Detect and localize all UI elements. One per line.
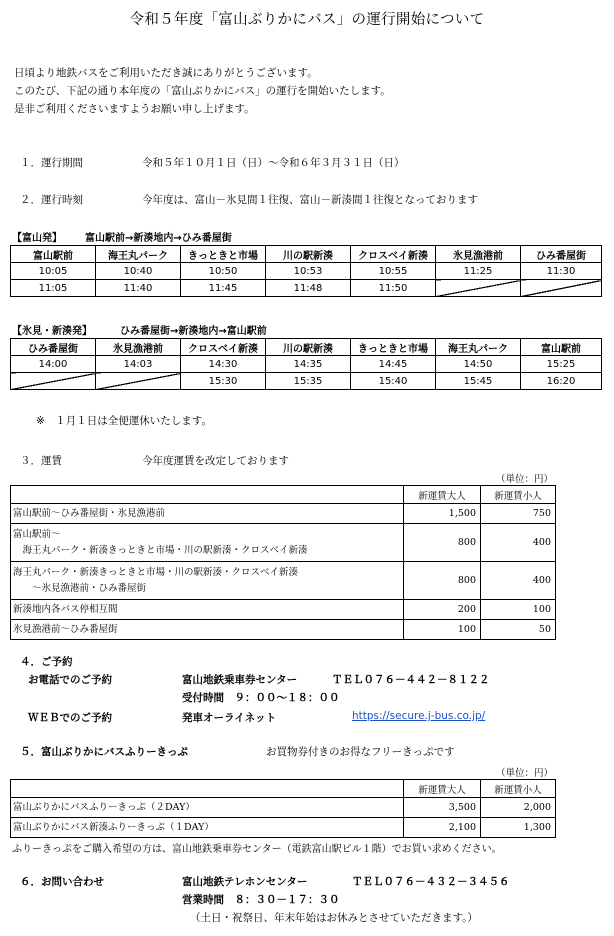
phone-reservation-label: お電話でのご予約 [28,674,112,686]
child-fare: 400 [481,524,556,562]
timetable-2-route: ひみ番屋街→新湊地内→富山駅前 [120,326,267,337]
free-pass-row [11,798,556,818]
stop-header: クロスベイ新湊 [351,246,436,263]
stop-header: きっときと市場 [181,246,266,263]
ticket-center-hours: 受付時間 ９：００～１８：００ [182,692,340,704]
intro-line: 是非ご利用くださいますようお願い申し上げます。 [14,103,255,115]
time-cell: 11:45 [181,280,266,297]
route-cell [11,620,404,640]
free-pass-label: ５．富山ぶりかにバスふりーきっぷ [20,746,188,758]
stop-header: クロスベイ新湊 [181,339,266,356]
route-cell [11,600,404,620]
route-line: 氷見漁港前～ひみ番屋街 [13,623,118,635]
intro-text [14,64,574,118]
fare-desc: 今年度運賃を改定しております [142,455,289,467]
timetable-header-row [11,246,602,263]
fare-table [10,485,556,640]
timetable-row [11,263,602,280]
web-service-name: 発車オーライネット [182,712,277,724]
fare-row [11,504,556,524]
time-cell: 11:25 [436,263,521,280]
timetable-2-direction: 【氷見・新湊発】 [12,326,92,337]
stop-header: 海王丸パーク [96,246,181,263]
child-fare: 100 [481,600,556,620]
ticket-name: 富山ぶりかにバスふりーきっぷ（２DAY） [11,798,404,818]
free-pass-header-row [11,780,556,798]
intro-line: 日頃より地鉄バスをご利用いただき誠にありがとうございます。 [14,67,318,79]
child-fare: 750 [481,504,556,524]
stop-header: きっときと市場 [351,339,436,356]
timetable-row [11,280,602,297]
stop-header: 富山駅前 [521,339,602,356]
time-cell: 11:50 [351,280,436,297]
page-title: 令和５年度「富山ぶりかにバス」の運行開始について [129,12,485,28]
stop-header: 富山駅前 [11,246,96,263]
contact-center-name: 富山地鉄テレホンセンター [182,876,308,888]
adult-fare: 800 [404,524,481,562]
fare-row [11,562,556,600]
schedule-label: ２．運行時刻 [20,194,83,206]
stop-header: 川の駅新湊 [266,339,351,356]
adult-header: 新運賃大人 [404,486,481,504]
time-cell: 14:50 [436,356,521,373]
intro-line: このたび、下記の通り本年度の「富山ぶりかにバス」の運行を開始いたします。 [14,85,391,97]
no-service-cell [96,373,181,390]
child-price: 1,300 [481,818,556,838]
time-cell: 11:40 [96,280,181,297]
time-cell: 14:45 [351,356,436,373]
stop-header: ひみ番屋街 [521,246,602,263]
timetable-row [11,356,602,373]
adult-price: 3,500 [404,798,481,818]
free-pass-table [10,779,556,838]
no-service-cell [521,280,602,297]
time-cell: 11:30 [521,263,602,280]
time-cell: 16:20 [521,373,602,390]
timetable-row [11,373,602,390]
free-pass-unit: （単位：円） [496,768,554,779]
route-cell [11,562,404,600]
time-cell: 15:30 [181,373,266,390]
route-line: 富山駅前～ひみ番屋街・氷見漁港前 [13,507,166,519]
time-cell: 11:48 [266,280,351,297]
time-cell: 15:45 [436,373,521,390]
route-header [11,486,404,504]
time-cell: 10:40 [96,263,181,280]
route-cell [11,524,404,562]
free-pass-desc: お買物券付きのお得なフリーきっぷです [266,746,455,758]
fare-unit: （単位：円） [496,474,554,485]
free-pass-note: ふりーきっぷをご購入希望の方は、富山地鉄乗車券センター（電鉄富山駅ビル１階）でお買い求めください。 [12,844,502,855]
route-line: 海王丸パーク・新湊きっときと市場・川の駅新湊・クロスベイ新湊 [13,566,299,578]
time-cell: 14:35 [266,356,351,373]
stop-header: 海王丸パーク [436,339,521,356]
period-value: 令和５年１０月１日（日）～令和６年３月３１日（日） [142,157,405,169]
route-cell [11,504,404,524]
time-cell: 15:40 [351,373,436,390]
timetable-1 [10,245,602,297]
stop-header: 氷見漁港前 [436,246,521,263]
child-header: 新運賃小人 [481,486,556,504]
contact-label: ６．お問い合わせ [20,876,104,888]
contact-hours: 営業時間 ８：３０－１７：３０ [182,894,340,906]
fare-row [11,600,556,620]
stop-header: ひみ番屋街 [11,339,96,356]
fare-label: ３．運賃 [20,455,62,467]
fare-header-row [11,486,556,504]
child-header: 新運賃小人 [481,780,556,798]
adult-fare: 100 [404,620,481,640]
stop-header: 氷見漁港前 [96,339,181,356]
time-cell: 10:55 [351,263,436,280]
fare-row [11,620,556,640]
free-pass-row [11,818,556,838]
timetable-1-route: 富山駅前→新湊地内→ひみ番屋街 [85,233,232,244]
suspension-note: ※ １月１日は全便運休いたします。 [36,415,212,427]
contact-note: （土日・祝祭日、年末年始はお休みとさせていただきます。） [190,912,478,924]
route-line: ～氷見漁港前・ひみ番屋街 [13,582,147,594]
fare-row [11,524,556,562]
child-fare: 50 [481,620,556,640]
reservation-label: ４．ご予約 [20,656,73,668]
ticket-center-tel: ＴＥＬ０７６－４４２－８１２２ [332,674,490,686]
time-cell: 15:25 [521,356,602,373]
no-service-cell [436,280,521,297]
child-fare: 400 [481,562,556,600]
adult-fare: 1,500 [404,504,481,524]
web-reservation-label: ＷＥＢでのご予約 [28,712,112,724]
timetable-2 [10,338,602,390]
ticket-center-name: 富山地鉄乗車券センター [182,674,298,686]
adult-header: 新運賃大人 [404,780,481,798]
adult-fare: 200 [404,600,481,620]
time-cell: 10:50 [181,263,266,280]
adult-fare: 800 [404,562,481,600]
adult-price: 2,100 [404,818,481,838]
time-cell: 10:53 [266,263,351,280]
time-cell: 14:30 [181,356,266,373]
no-service-cell [11,373,96,390]
route-line: 富山駅前～ [13,528,61,540]
child-price: 2,000 [481,798,556,818]
time-cell: 11:05 [11,280,96,297]
ticket-header [11,780,404,798]
route-line: 海王丸パーク・新湊きっときと市場・川の駅新湊・クロスベイ新湊 [13,544,308,556]
time-cell: 15:35 [266,373,351,390]
time-cell: 14:03 [96,356,181,373]
time-cell: 14:00 [11,356,96,373]
stop-header: 川の駅新湊 [266,246,351,263]
ticket-name: 富山ぶりかにバス新湊ふりーきっぷ（１DAY） [11,818,404,838]
reservation-link[interactable]: https://secure.j-bus.co.jp/ [352,710,486,722]
timetable-header-row [11,339,602,356]
schedule-desc: 今年度は、富山－氷見間１往復、富山－新湊間１往復となっております [142,194,478,206]
period-label: １．運行期間 [20,157,83,169]
time-cell: 10:05 [11,263,96,280]
timetable-1-direction: 【富山発】 [12,233,62,244]
contact-tel: ＴＥＬ０７６－４３２－３４５６ [352,876,510,888]
route-line: 新湊地内各バス停相互間 [13,603,118,615]
